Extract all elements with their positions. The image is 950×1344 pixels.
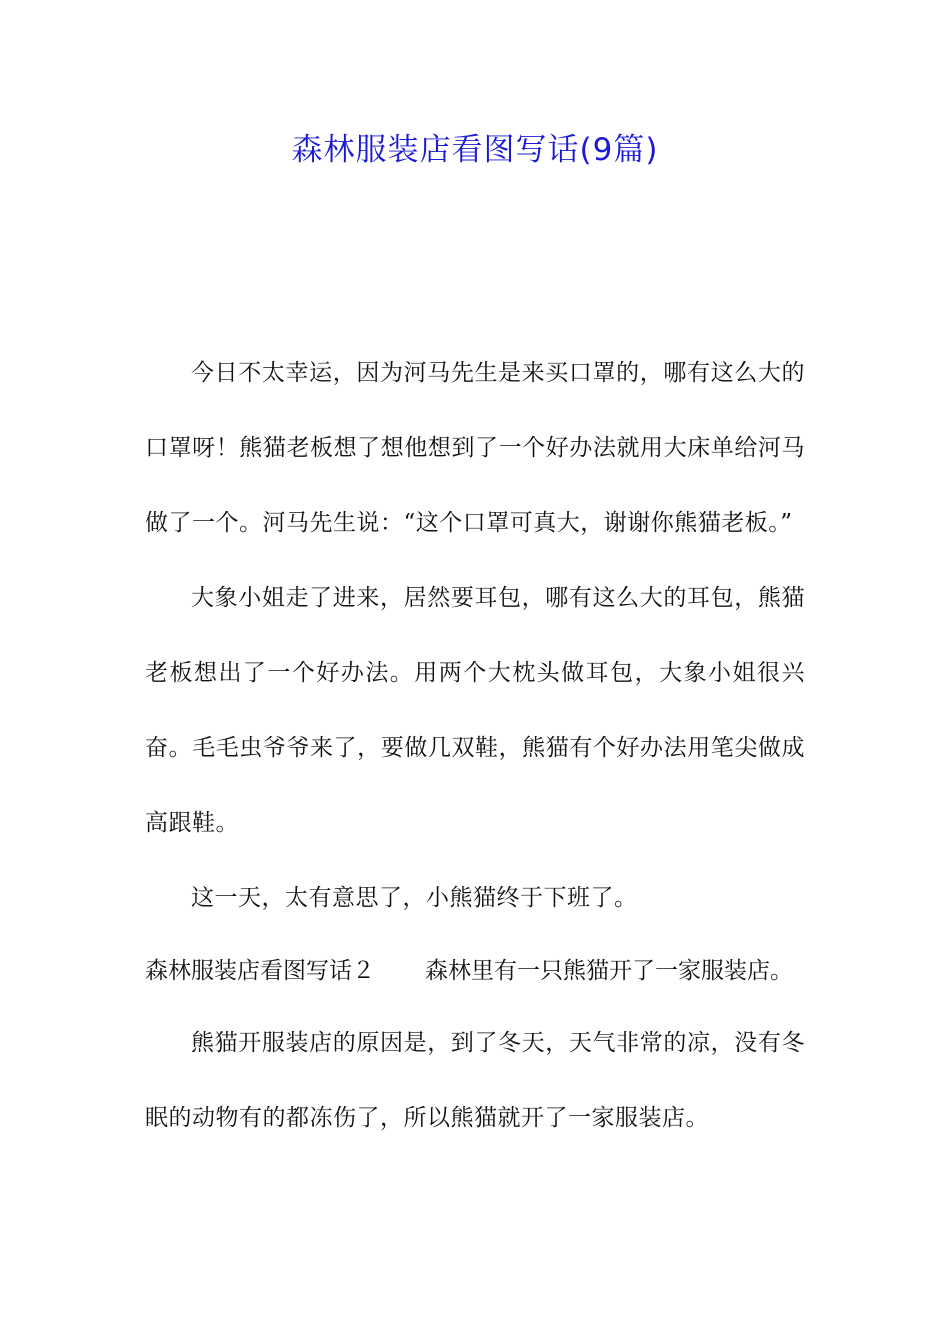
- paragraph-2: 大象小姐走了进来，居然要耳包，哪有这么大的耳包，熊猫老板想出了一个好办法。用两个大枕头做耳包，大象小姐很兴奋。毛毛虫爷爷来了，要做几双鞋，熊猫有个好办法用笔尖做成高跟鞋。: [145, 585, 805, 836]
- section-2-heading: 森林服装店看图写话２: [145, 958, 375, 984]
- paragraph-3: 这一天，太有意思了，小熊猫终于下班了。: [191, 885, 638, 911]
- paragraph-1: 今日不太幸运，因为河马先生是来买口罩的，哪有这么大的口罩呀！熊猫老板想了想他想到了一个好办法就用大床单给河马做了一个。河马先生说：“这个口罩可真大，谢谢你熊猫老板。”: [145, 360, 805, 536]
- document-body: [145, 336, 805, 1156]
- section-2-lead: 森林里有一只熊猫开了一家服装店。: [425, 958, 793, 984]
- document-title: 森林服装店看图写话(9篇): [291, 132, 659, 168]
- section-2-line: [145, 936, 805, 1006]
- paragraph-4: 熊猫开服装店的原因是，到了冬天，天气非常的凉，没有冬眠的动物有的都冻伤了，所以熊猫就开了一家服装店。: [145, 1030, 805, 1131]
